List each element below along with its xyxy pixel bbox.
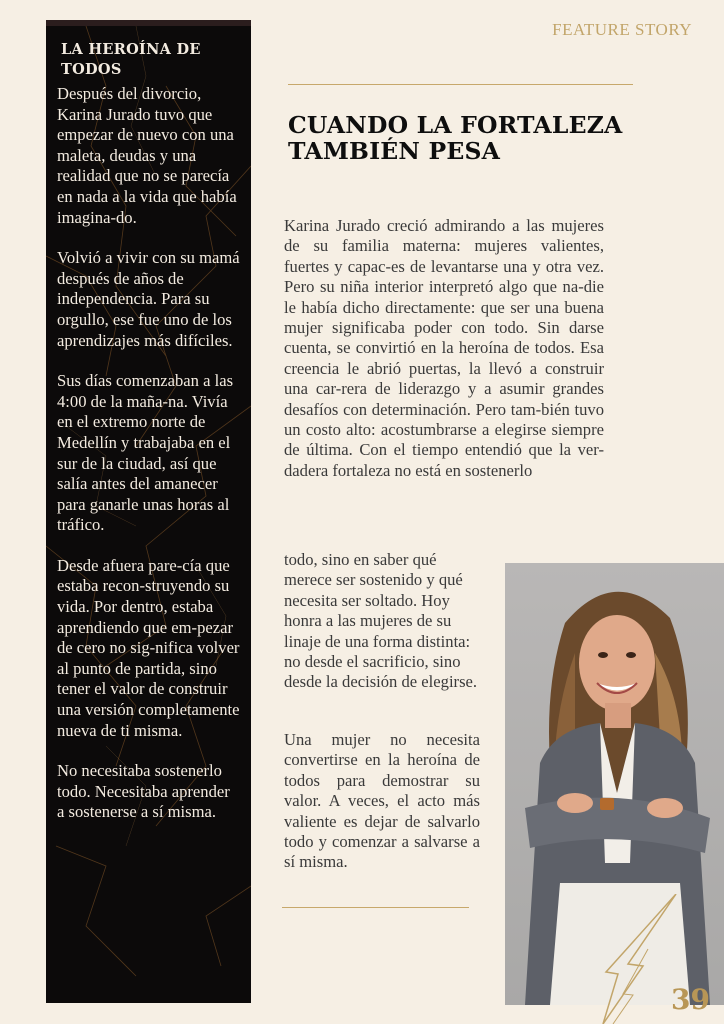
lightning-bolt-icon [588, 894, 678, 1024]
sidebar-paragraph: Después del divorcio, Karina Jurado tuvo que empezar de nuevo con una maleta, deudas y una realidad que no se parecía en nada a la vida que había imagina-do. [57, 84, 237, 227]
sidebar-title: LA HEROÍNA DE TODOS [61, 41, 201, 78]
article-body: Karina Jurado creció admirando a las mujeres de su familia materna: mujeres valientes, fuertes y capac-es de levantarse una y otra vez. Pero su niña interior interpretó algo que na-die le había dicho directamente: que ser una buena mujer significaba poder con todo. Sin darse cuenta, se convirtió en la heroína de todos. Esa creencia le abrió puertas, la llevó a construir una car-rera de liderazgo y a asumir grandes desafíos con determinación. Pero tam-bién tuvo un costo alto: acostumbrarse a elegirse siempre de última. Con el tiempo entendió que la ver-dadera fortaleza no está en sostenerlo [284, 216, 604, 480]
section-label: FEATURE STORY [552, 20, 692, 39]
sidebar-paragraph: Sus días comenzaban a las 4:00 de la maña-na. Vivía en el extremo norte de Medellín y trabajaba en el sur de la ciudad, así que salía antes del amanecer para ganarle unas horas al tráfico. [57, 371, 234, 535]
sidebar-paragraph: No necesitaba sostenerlo todo. Necesitaba aprender a sostenerse a sí misma. [57, 761, 230, 822]
sidebar-paragraph: Volvió a vivir con su mamá después de años de independencia. Para su orgullo, ese fue uno de los aprendizajes más difíciles. [57, 248, 240, 350]
top-divider [288, 84, 633, 85]
article-headline: CUANDO LA FORTALEZA TAMBIÉN PESA [288, 111, 623, 165]
bottom-divider [282, 907, 469, 908]
article-body-continued: todo, sino en saber qué merece ser sostenido y qué necesita ser soltado. Hoy honra a las mujeres de su linaje de una forma distinta: no desde el sacrificio, sino desde la decisión de elegirse. [284, 550, 478, 692]
sidebar-box [46, 20, 251, 1003]
page-number: 39 [671, 983, 710, 1016]
article-closing-paragraph: Una mujer no necesita convertirse en la heroína de todos para demostrar su valor. A veces, el acto más valiente es dejar de salvarlo todo y comenzar a salvarse a sí misma. [284, 730, 480, 872]
sidebar-paragraph: Desde afuera pare-cía que estaba recon-struyendo su vida. Por dentro, estaba aprendiendo que em-pezar de cero no sig-nifica volver al punto de partida, sino tener el valor de construir una versión completamente nueva de ti misma. [57, 555, 240, 740]
